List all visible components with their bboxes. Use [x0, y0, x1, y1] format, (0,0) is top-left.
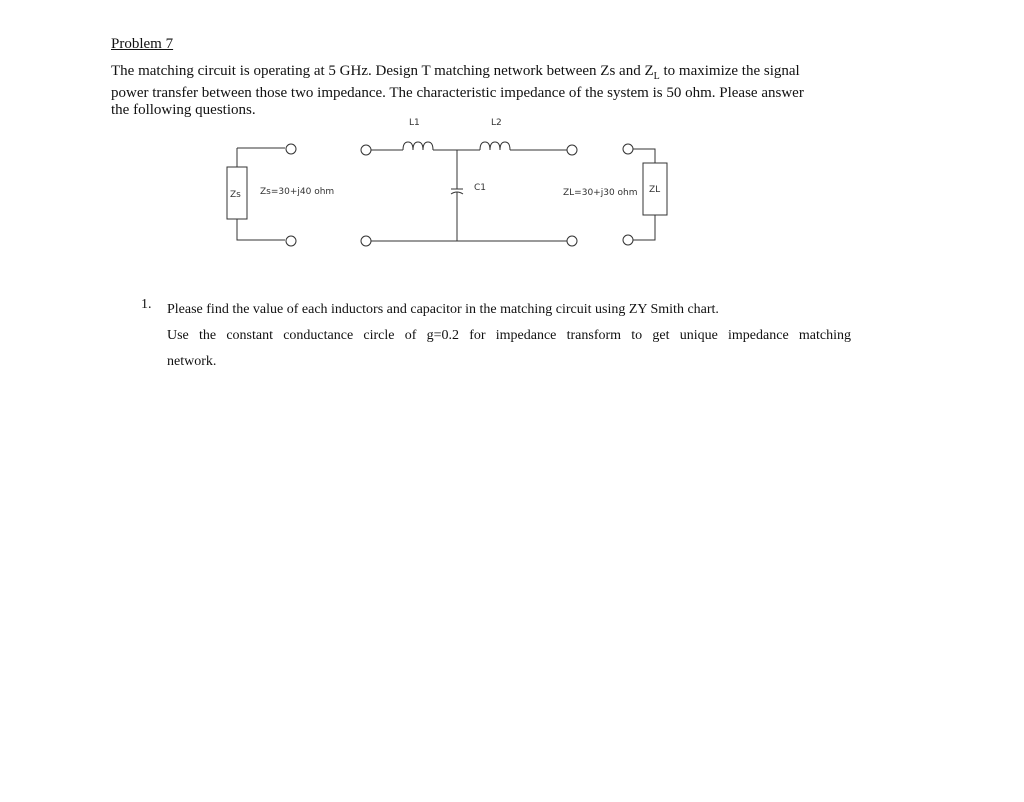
- load-label: ZL: [649, 185, 661, 195]
- intro-line-2: power transfer between those two impedance. The characteristic impedance of the system is 50 ohm. Please answer: [111, 85, 804, 101]
- load-top-terminal: [623, 144, 633, 154]
- question-1-number: 1.: [141, 297, 152, 312]
- network-input-bottom-terminal: [361, 236, 371, 246]
- load-impedance-value: ZL=30+j30 ohm: [563, 188, 638, 198]
- source-bottom-wire: [237, 219, 285, 240]
- question-1-line-3: network.: [167, 354, 217, 369]
- network-output-top-terminal: [567, 145, 577, 155]
- inductor-l1-label: L1: [409, 118, 420, 128]
- problem-title: Problem 7: [111, 36, 174, 52]
- inductor-l1-symbol: [403, 142, 433, 150]
- intro-subscript-l: L: [653, 71, 660, 82]
- network-input-top-terminal: [361, 145, 371, 155]
- load-bottom-terminal: [623, 235, 633, 245]
- intro-line-1-end: to maximize the signal: [659, 63, 800, 79]
- t-matching-circuit-diagram: [210, 110, 670, 260]
- intro-line-1-text: The matching circuit is operating at 5 GHz. Design T matching network between Zs and Z: [111, 63, 654, 79]
- load-bottom-wire: [633, 215, 655, 240]
- load-top-wire: [633, 149, 655, 163]
- question-1-line-1: Please find the value of each inductors and capacitor in the matching circuit using ZY Smith chart.: [167, 302, 719, 317]
- network-output-bottom-terminal: [567, 236, 577, 246]
- capacitor-c1-label: C1: [474, 183, 487, 193]
- source-impedance-value: Zs=30+j40 ohm: [260, 187, 335, 197]
- source-bottom-terminal: [286, 236, 296, 246]
- source-top-terminal: [286, 144, 296, 154]
- inductor-l2-symbol: [480, 142, 510, 150]
- intro-line-3: the following questions.: [111, 102, 256, 118]
- question-1: [167, 297, 851, 375]
- intro-line-1: [111, 63, 871, 85]
- inductor-l2-label: L2: [491, 118, 502, 128]
- source-label: Zs: [230, 190, 241, 200]
- question-1-line-2: Use the constant conductance circle of g=0.2 for impedance transform to get unique impedance matching: [167, 328, 851, 343]
